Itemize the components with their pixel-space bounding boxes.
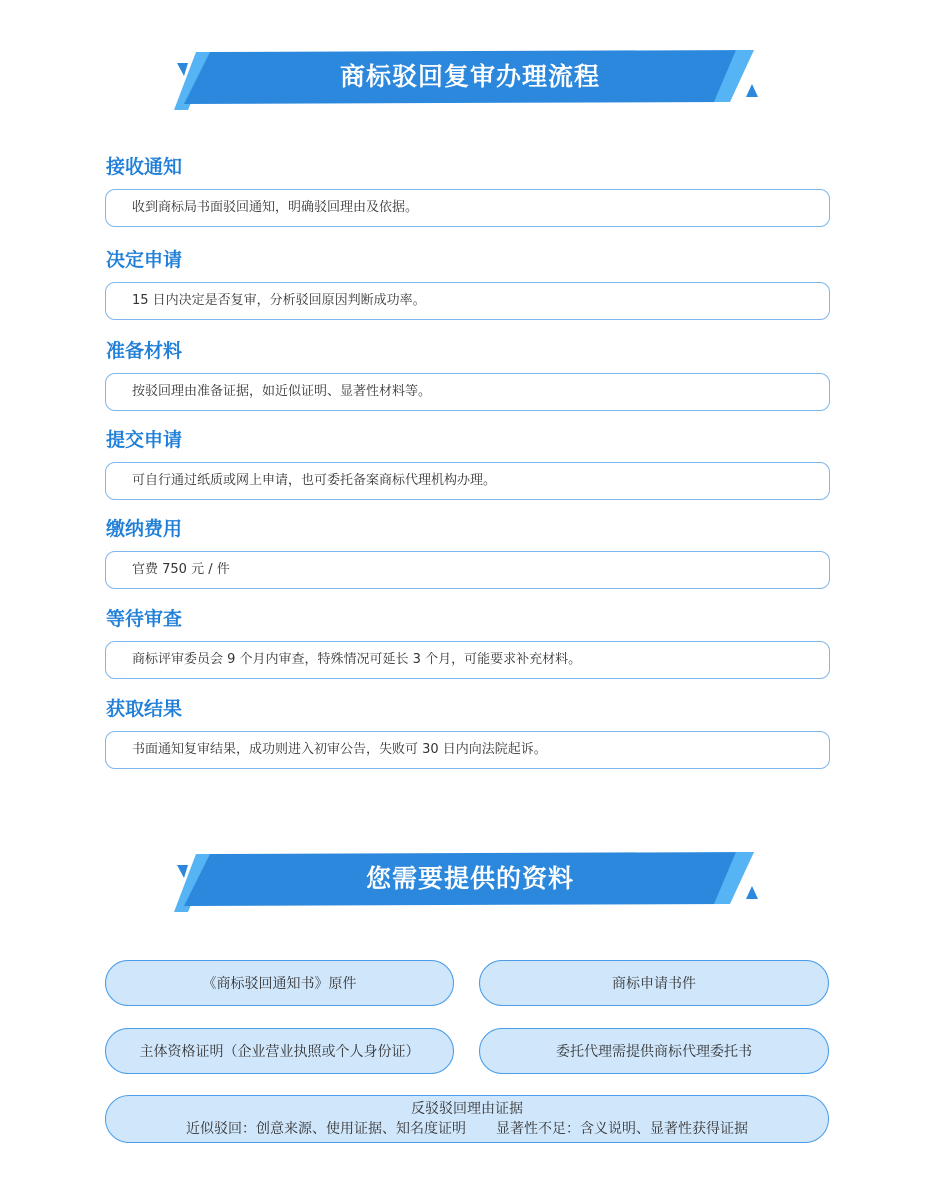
material-power-of-attorney (479, 1028, 829, 1074)
process-banner-title: 商标驳回复审办理流程 (339, 62, 600, 91)
material-rebuttal-evidence (105, 1095, 829, 1143)
step-description-box (105, 462, 830, 500)
material-label: 主体资格证明（企业营业执照或个人身份证） (139, 1044, 420, 1060)
step-description: 15 日内决定是否复审，分析驳回原因判断成功率。 (132, 293, 426, 308)
step-description: 收到商标局书面驳回通知，明确驳回理由及依据。 (132, 200, 419, 215)
evidence-detail-line (186, 1119, 748, 1139)
material-application-documents (479, 960, 829, 1006)
step-title: 提交申请 (106, 429, 183, 451)
material-label: 委托代理需提供商标代理委托书 (556, 1044, 752, 1060)
step-title: 缴纳费用 (106, 518, 183, 540)
step-description-box (105, 373, 830, 411)
process-banner (170, 46, 770, 116)
evidence-title: 反驳驳回理由证据 (411, 1101, 523, 1117)
materials-banner (170, 848, 770, 918)
step-description: 书面通知复审结果，成功则进入初审公告，失败可 30 日内向法院起诉。 (132, 742, 547, 757)
step-description: 可自行通过纸质或网上申请，也可委托备案商标代理机构办理。 (132, 473, 497, 488)
step-description-box (105, 551, 830, 589)
evidence-similar: 近似驳回：创意来源、使用证据、知名度证明 (186, 1121, 466, 1137)
materials-banner-title: 您需要提供的资料 (365, 864, 574, 893)
step-title: 等待审查 (106, 608, 183, 630)
material-label: 《商标驳回通知书》原件 (202, 976, 357, 992)
step-description-box (105, 189, 830, 227)
step-description-box (105, 731, 830, 769)
step-title: 准备材料 (106, 340, 183, 362)
material-label: 商标申请书件 (612, 976, 696, 992)
step-title: 获取结果 (106, 698, 183, 720)
step-title: 决定申请 (106, 249, 183, 271)
step-title: 接收通知 (106, 156, 183, 178)
step-description: 按驳回理由准备证据，如近似证明、显著性材料等。 (132, 384, 432, 399)
material-identity-proof (105, 1028, 454, 1074)
step-description-box (105, 641, 830, 679)
step-description-box (105, 282, 830, 320)
material-rejection-notice (105, 960, 454, 1006)
step-description: 官费 750 元 / 件 (132, 562, 230, 577)
evidence-distinctive: 显著性不足：含义说明、显著性获得证据 (496, 1121, 748, 1137)
step-description: 商标评审委员会 9 个月内审查，特殊情况可延长 3 个月，可能要求补充材料。 (132, 652, 582, 667)
